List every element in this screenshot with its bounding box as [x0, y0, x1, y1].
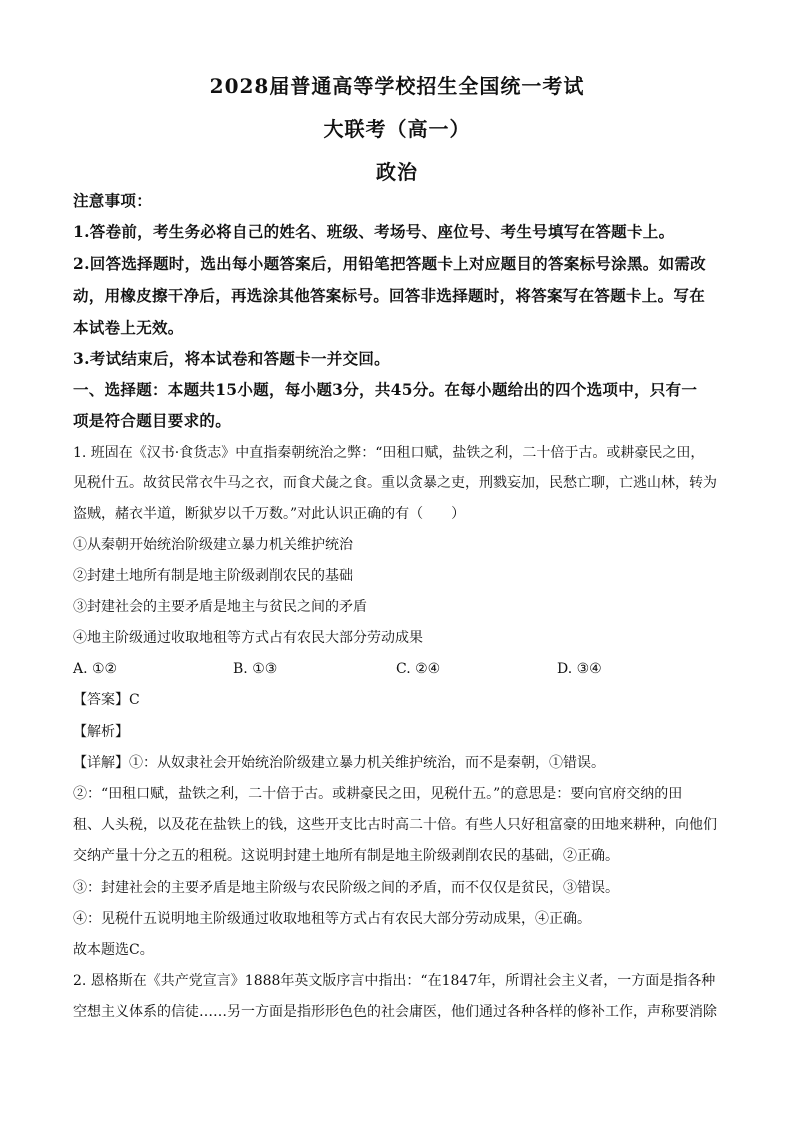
q1-detail-4: ④：见税什五说明地主阶级通过收取地租等方式占有农民大部分劳动成果，④正确。 [73, 911, 591, 927]
q1-option-b: B. ①③ [233, 661, 278, 677]
q1-statement-1: ①从秦朝开始统治阶级建立暴力机关维护统治 [73, 537, 353, 553]
exam-title: 2028届普通高等学校招生全国统一考试 [209, 74, 585, 98]
notice-item-3: 3.考试结束后，将本试卷和答题卡一并交回。 [73, 349, 390, 368]
q1-answer [73, 690, 723, 710]
q1-statement-2: ②封建土地所有制是地主阶级剥削农民的基础 [73, 568, 353, 584]
answer-value: C [129, 692, 140, 708]
detail-label: 【详解】 [73, 755, 129, 771]
q1-stem-line-3: 盗贼，赭衣半道，断狱岁以千万数。”对此认识正确的有（ ） [73, 506, 466, 522]
section-heading-line-1: 一、选择题：本题共15小题，每小题3分，共45分。在每小题给出的四个选项中，只有一 [73, 380, 698, 399]
q1-statement-3: ③封建社会的主要矛盾是地主与贫民之间的矛盾 [73, 599, 367, 615]
answer-label: 【答案】 [73, 692, 129, 708]
q1-detail-2-line-1: ②：“田租口赋，盐铁之利，二十倍于古。或耕豪民之田，见税什五。”的意思是：要向官府交纳的田 [73, 786, 683, 802]
detail-text-1: ①：从奴隶社会开始统治阶级建立暴力机关维护统治，而不是秦朝，①错误。 [129, 755, 605, 771]
q1-analysis-label: 【解析】 [73, 724, 129, 740]
q1-option-c: C. ②④ [396, 661, 441, 677]
q2-stem-line-1: 2. 恩格斯在《共产党宣言》1888年英文版序言中指出：“在1847年，所谓社会主义者，一方面是指各种 [73, 973, 716, 989]
q1-stem-line-2: 见税什五。故贫民常衣牛马之衣，而食犬彘之食。重以贪暴之吏，刑戮妄加，民愁亡聊，亡逃山林，转为 [73, 475, 717, 491]
q1-detail-1 [73, 753, 723, 773]
notice-item-2-line-1: 2.回答选择题时，选出每小题答案后，用铅笔把答题卡上对应题目的答案标号涂黑。如需改 [73, 254, 706, 273]
q1-stem-line-1: 1. 班固在《汉书·食货志》中直指秦朝统治之弊：“田租口赋，盐铁之利，二十倍于古。或耕豪民之田， [73, 445, 705, 461]
notice-item-2-line-3: 本试卷上无效。 [73, 318, 184, 337]
q1-conclusion: 故本题选C。 [73, 942, 154, 958]
q1-option-d: D. ③④ [557, 661, 602, 677]
q1-option-a: A. ①② [73, 661, 118, 677]
notice-item-1: 1.答卷前，考生务必将自己的姓名、班级、考场号、座位号、考生号填写在答题卡上。 [73, 222, 675, 241]
notice-item-2-line-2: 动，用橡皮擦干净后，再选涂其他答案标号。回答非选择题时，将答案写在答题卡上。写在 [73, 286, 706, 305]
q1-detail-2-line-2: 租、人头税，以及花在盐铁上的钱，这些开支比古时高二十倍。有些人只好租富豪的田地来耕种，向他们 [73, 817, 717, 833]
subject-title: 政治 [376, 160, 418, 184]
q2-stem-line-2: 空想主义体系的信徒……另一方面是指形形色色的社会庸医，他们通过各种各样的修补工作，声称要消除 [73, 1004, 717, 1020]
section-heading-line-2: 项是符合题目要求的。 [73, 411, 232, 430]
q1-statement-4: ④地主阶级通过收取地租等方式占有农民大部分劳动成果 [73, 630, 423, 646]
q1-detail-2-line-3: 交纳产量十分之五的租税。这说明封建土地所有制是地主阶级剥削农民的基础，②正确。 [73, 848, 619, 864]
q1-detail-3: ③：封建社会的主要矛盾是地主阶级与农民阶级之间的矛盾，而不仅仅是贫民，③错误。 [73, 880, 619, 896]
notice-heading: 注意事项： [73, 191, 153, 210]
exam-subtitle: 大联考（高一） [323, 117, 471, 141]
